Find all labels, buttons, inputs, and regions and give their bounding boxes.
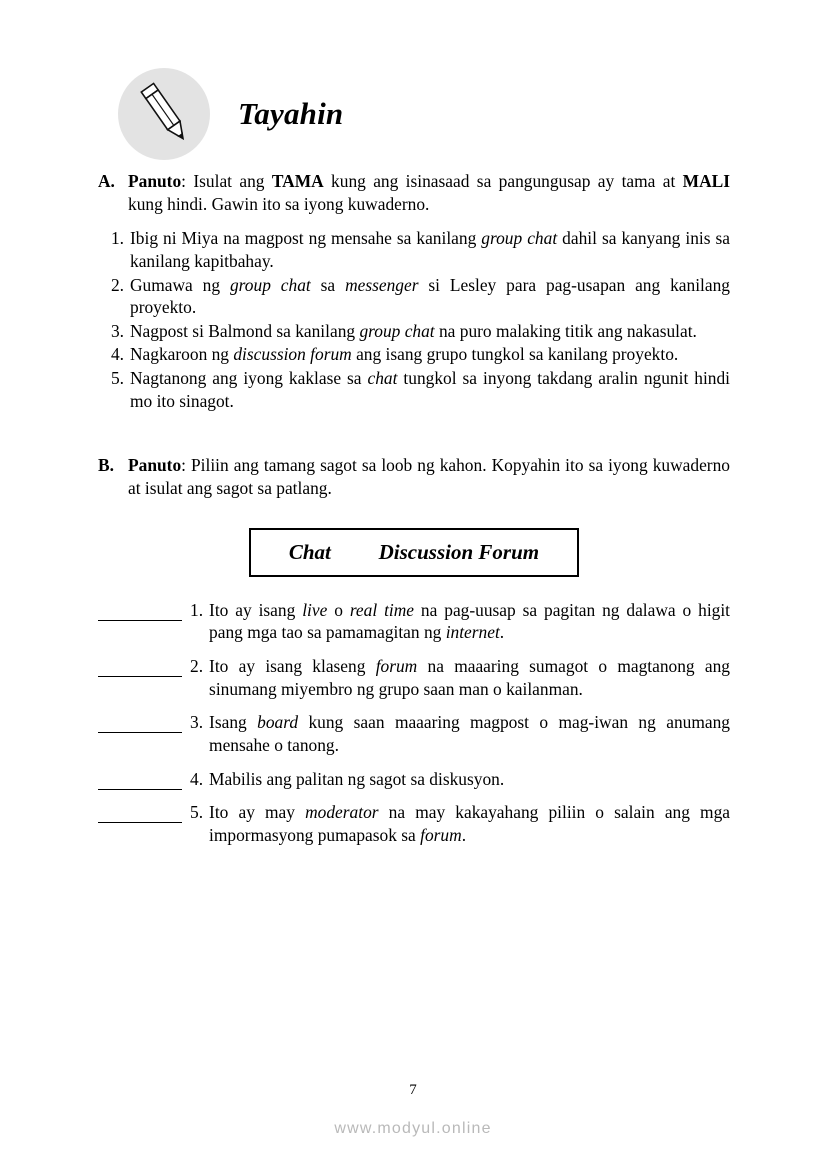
item-number: 5. <box>190 802 204 823</box>
list-item <box>98 343 730 366</box>
section-b-letter: B. <box>98 455 114 476</box>
item-number: 2. <box>110 274 124 295</box>
section-b-items <box>98 599 730 847</box>
worksheet-content <box>98 170 730 857</box>
item-number: 3. <box>110 320 124 341</box>
answer-blank[interactable] <box>98 807 182 823</box>
choice-chat: Chat <box>288 539 331 564</box>
list-item <box>98 274 730 319</box>
item-number: 5. <box>110 368 124 388</box>
choice-discussion-forum: Discussion Forum <box>378 539 540 564</box>
item-number: 2. <box>190 656 204 677</box>
section-b <box>98 454 730 846</box>
list-item <box>98 320 730 343</box>
page-title: Tayahin <box>238 96 344 131</box>
item-number: 4. <box>190 768 204 789</box>
item-number: 1. <box>190 599 204 620</box>
item-text: Ibig ni Miya na magpost ng mensahe sa kanilang group chat dahil sa kanyang inis sa kanilang kapitbahay. <box>130 228 730 271</box>
list-item <box>98 768 730 791</box>
section-a-instruction: Panuto: Isulat ang TAMA kung ang isinasaad sa pangungusap ay tama at MALI kung hindi. Gawin ito sa iyong kuwaderno. <box>128 171 730 214</box>
item-text: Nagkaroon ng discussion forum ang isang grupo tungkol sa kanilang proyekto. <box>130 344 679 365</box>
list-item <box>98 599 730 644</box>
list-item <box>98 367 730 412</box>
watermark: www.modyul.online <box>334 1120 492 1137</box>
item-text: Gumawa ng group chat sa messenger si Lesley para pag-usapan ang kanilang proyekto. <box>130 274 730 318</box>
pencil-icon <box>118 68 210 160</box>
list-item <box>98 801 730 846</box>
section-a-letter: A. <box>98 171 115 191</box>
section-b-instruction: Panuto: Piliin ang tamang sagot sa loob ng kahon. Kopyahin ito sa iyong kuwaderno at isulat ang sagot sa patlang. <box>128 455 730 498</box>
answer-blank[interactable] <box>98 774 182 790</box>
list-item <box>98 711 730 756</box>
answer-blank[interactable] <box>98 661 182 677</box>
answer-blank[interactable] <box>98 717 182 733</box>
item-text: Ito ay isang klaseng forum na maaaring sumagot o magtanong ang sinumang miyembro ng grupo saan man o kailanman. <box>209 656 730 699</box>
item-text: Ito ay isang live o real time na pag-uusap sa pagitan ng dalawa o higit pang mga tao sa pamamagitan ng internet. <box>209 599 731 643</box>
section-a <box>98 170 730 412</box>
section-a-items <box>98 227 730 412</box>
list-item <box>98 227 730 272</box>
item-number: 3. <box>190 712 204 733</box>
item-text: Nagpost si Balmond sa kanilang group chat na puro malaking titik ang nakasulat. <box>130 320 697 341</box>
item-text: Isang board kung saan maaaring magpost o mag-iwan ng anumang mensahe o tanong. <box>209 712 730 755</box>
answer-blank[interactable] <box>98 605 182 621</box>
answer-choice-box <box>249 528 579 577</box>
item-number: 4. <box>110 344 124 365</box>
item-text: Nagtanong ang iyong kaklase sa chat tungkol sa inyong takdang aralin ngunit hindi mo ito sinagot. <box>130 368 730 411</box>
section-header <box>118 68 343 160</box>
item-text: Mabilis ang palitan ng sagot sa diskusyon. <box>209 768 505 789</box>
item-number: 1. <box>110 228 124 249</box>
item-text: Ito ay may moderator na may kakayahang piliin o salain ang mga impormasyong pumapasok sa forum. <box>209 802 730 845</box>
list-item <box>98 655 730 700</box>
page-number: 7 <box>409 1082 417 1098</box>
